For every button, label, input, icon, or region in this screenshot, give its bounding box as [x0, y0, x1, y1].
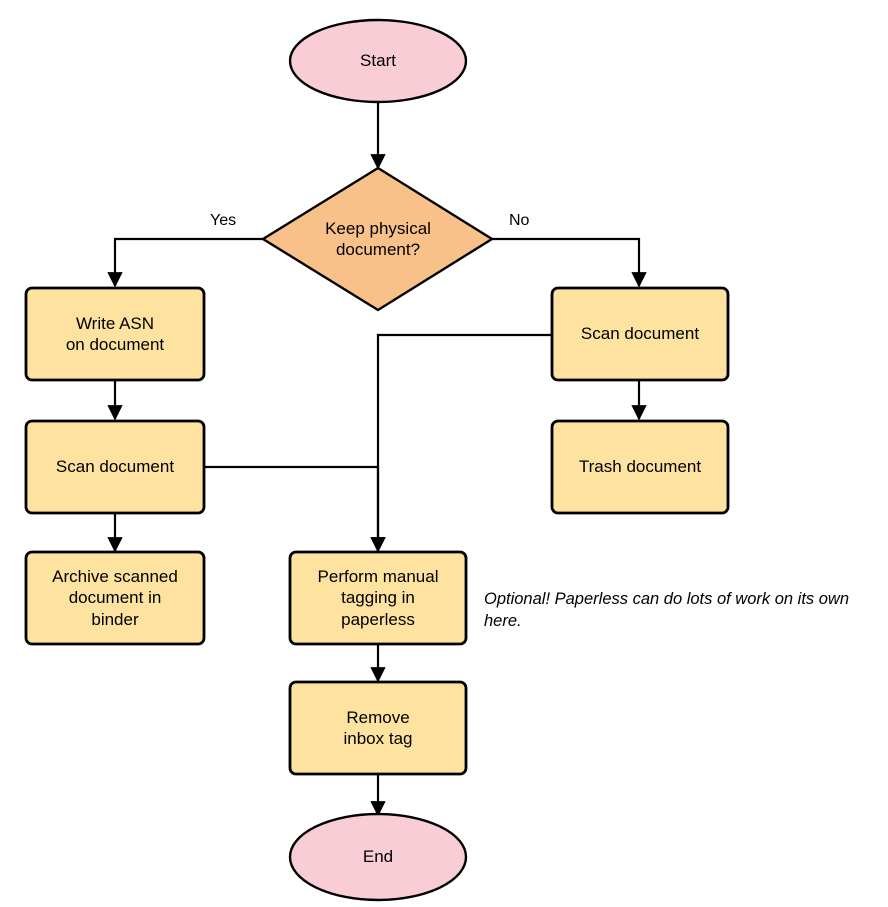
node-scan-document-right[interactable] — [552, 288, 728, 380]
node-remove-inbox-tag[interactable] — [290, 682, 466, 774]
edge-decision-scan-right — [492, 239, 639, 286]
node-end[interactable] — [290, 814, 466, 900]
node-trash-document-label: Trash document — [578, 457, 702, 477]
node-scan-document-right-label: Scan document — [580, 324, 700, 344]
node-keep-physical-document-label: Keep physical document? — [325, 218, 431, 259]
node-write-asn-label: Write ASN on document — [65, 313, 165, 354]
node-archive-scanned-document-label: Archive scanned document in binder — [52, 567, 178, 629]
node-keep-physical-document[interactable] — [263, 168, 492, 310]
node-scan-document-left-label: Scan document — [55, 457, 175, 477]
optional-note: Optional! Paperless can do lots of work on its own here. — [484, 590, 850, 631]
edge-label-no: No — [509, 212, 530, 229]
node-start[interactable] — [290, 20, 466, 102]
node-trash-document[interactable] — [552, 421, 728, 513]
node-write-asn[interactable] — [26, 288, 204, 380]
edge-decision-write-asn — [115, 239, 263, 286]
node-end-label: End — [362, 847, 394, 867]
node-remove-inbox-tag-label: Remove inbox tag — [343, 707, 413, 748]
node-archive-scanned-document[interactable] — [26, 552, 204, 644]
node-perform-manual-tagging-label: Perform manual tagging in paperless — [317, 567, 439, 629]
edge-scan-right-tagging — [378, 335, 552, 551]
node-start-label: Start — [360, 51, 396, 71]
edge-label-yes: Yes — [210, 212, 237, 229]
node-perform-manual-tagging[interactable] — [290, 552, 466, 644]
edge-scan-left-tagging — [205, 467, 378, 551]
node-scan-document-left[interactable] — [26, 421, 204, 513]
